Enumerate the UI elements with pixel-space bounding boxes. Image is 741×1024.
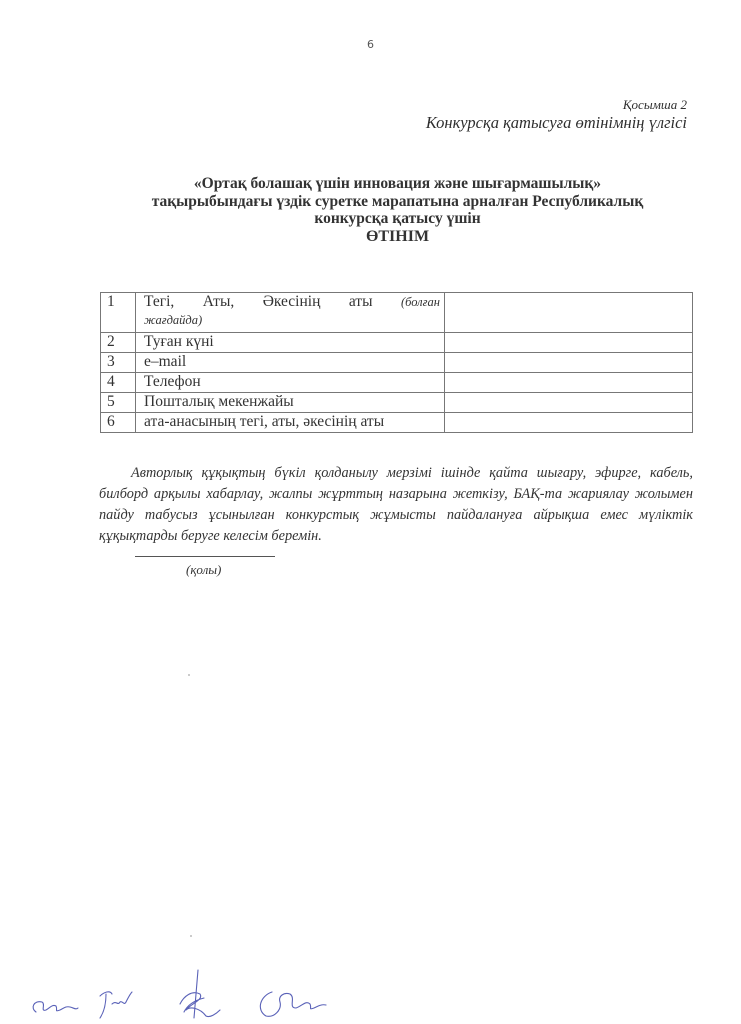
title-heading: ӨТІНІМ (365, 227, 430, 245)
table-row (101, 393, 693, 413)
row-label: ата-анасының тегі, аты, әкесінің аты (136, 413, 445, 433)
value-cell-phone[interactable] (445, 373, 693, 393)
row-label (136, 293, 445, 333)
table-row (101, 413, 693, 433)
row-index: 5 (101, 393, 136, 413)
scan-speck (190, 935, 192, 937)
signature-mark (33, 1002, 78, 1012)
row-index: 2 (101, 333, 136, 353)
label-note-continuation: жағдайда) (144, 313, 203, 327)
label-word: Аты, (202, 293, 235, 310)
signatures (20, 960, 350, 1024)
annex-label: Қосымша 2 (622, 97, 687, 112)
table-row (101, 333, 693, 353)
title-line-1: «Ортақ болашақ үшін инновация және шығармашылық» (193, 175, 602, 192)
row-index: 6 (101, 413, 136, 433)
table-row (101, 373, 693, 393)
label-word: аты (348, 293, 373, 310)
annex-subtitle: Конкурсқа қатысуға өтінімнің үлгісі (425, 113, 687, 132)
document-title (100, 175, 695, 245)
signature-mark (260, 992, 326, 1016)
value-cell-birth-date[interactable] (445, 333, 693, 353)
application-form-table (100, 292, 693, 433)
title-line-3: конкурсқа қатысу үшін (314, 210, 481, 227)
signature-caption: (қолы) (186, 562, 222, 577)
consent-paragraph: Авторлық құқықтың бүкіл қолданылу мерзімі ішінде қайта шығару, эфирге, кабель, билборд арқылы хабарлау, жалпы жұрттың назарына жеткізу, БАҚ-та жариялау жолымен пайду табусыз ұсынылған конкурстық жұмысты пайдалануға айрықша емес мүліктік құқықтарды беруге келесім беремін. (99, 465, 693, 544)
title-line-2: тақырыбындағы үздік суретке марапатына арналған Республикалық (151, 192, 644, 210)
value-cell-email[interactable] (445, 353, 693, 373)
row-label: e–mail (136, 353, 445, 373)
table-row (101, 293, 693, 333)
label-word: Тегі, (144, 293, 175, 310)
signature-mark (180, 970, 220, 1018)
row-index: 1 (101, 293, 136, 333)
row-index: 3 (101, 353, 136, 373)
table-row (101, 353, 693, 373)
signature-line (135, 556, 275, 557)
label-word: Әкесінің (262, 293, 321, 310)
row-label: Пошталық мекенжайы (136, 393, 445, 413)
value-cell-postal-address[interactable] (445, 393, 693, 413)
label-note: (болған (400, 295, 440, 309)
value-cell-full-name[interactable] (445, 293, 693, 333)
row-label: Туған күні (136, 333, 445, 353)
value-cell-parents-name[interactable] (445, 413, 693, 433)
page-number: 6 (367, 38, 374, 51)
row-index: 4 (101, 373, 136, 393)
row-label: Телефон (136, 373, 445, 393)
signature-mark (100, 992, 132, 1018)
annex-header (426, 97, 687, 133)
scan-speck (188, 674, 190, 676)
